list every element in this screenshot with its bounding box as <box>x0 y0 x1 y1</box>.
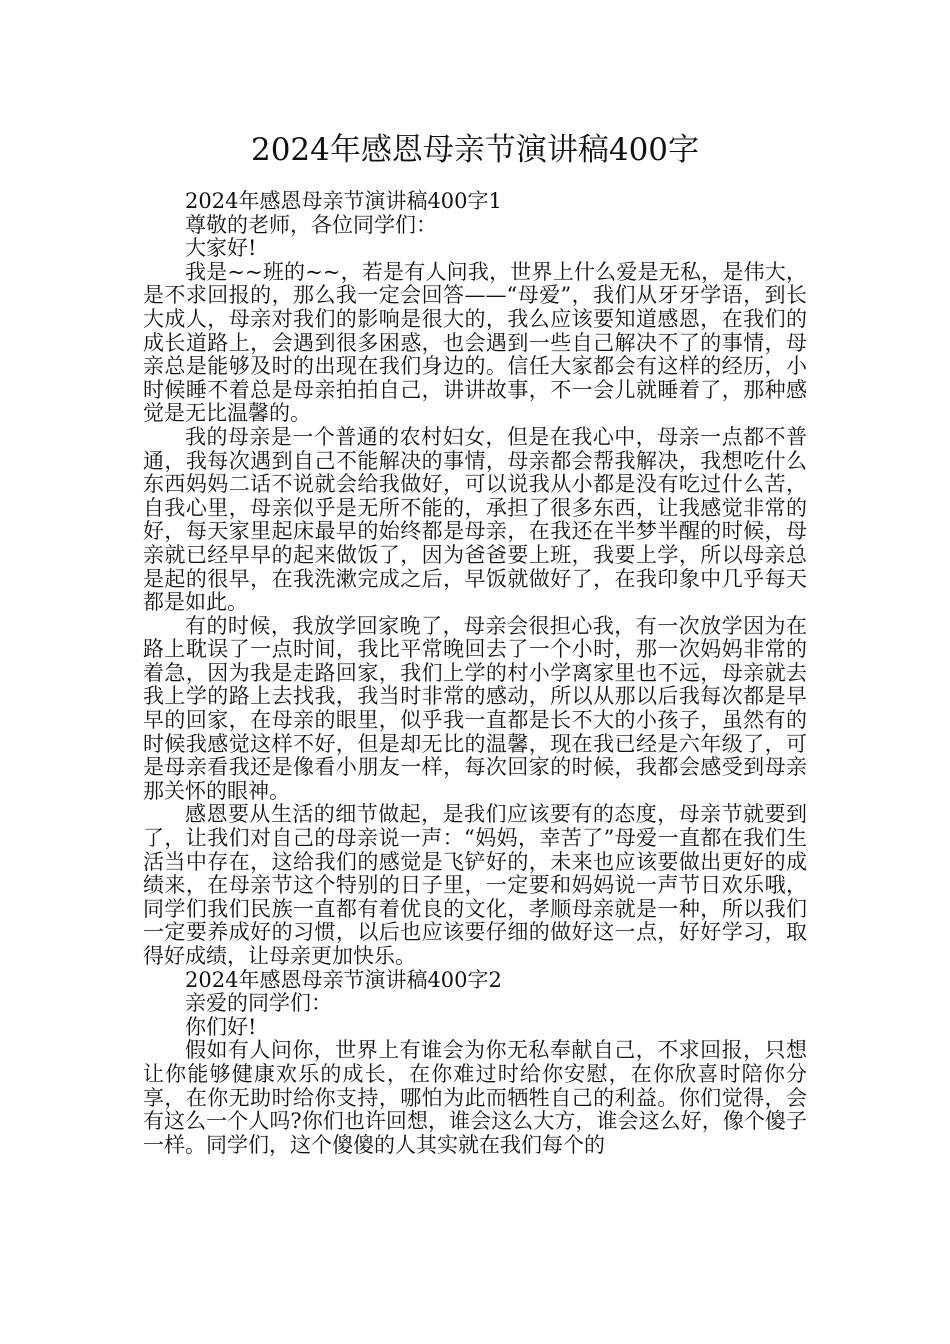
salutation: 尊敬的老师，各位同学们： <box>185 212 437 237</box>
paragraph: 我是~~班的~~，若是有人问我，世界上什么爱是无私，是伟大，是不求回报的，那么我一定会回答——“母爱”，我们从牙牙学语，到长大成人，母亲对我们的影响是很大的，我么应该要知道感恩，在我们的成长道路上，会遇到很多困惑，也会遇到一些自己解决不了的事情，母亲总是能够及时的出现在我们身边的。信任大家都会有这样的经历，小时候睡不着总是母亲拍拍自己，讲讲故事，不一会儿就睡着了，那种感觉是无比温馨的。 <box>143 259 807 426</box>
paragraph: 我的母亲是一个普通的农村妇女，但是在我心中，母亲一点都不普通，我每次遇到自己不能解决的事情，母亲都会帮我解决，我想吃什么东西妈妈二话不说就会给我做好，可以说我从小都是没有吃过什么苦，自我心里，母亲似乎是无所不能的，承担了很多东西，让我感觉非常的好，每天家里起床最早的始终都是母亲，在我还在半梦半醒的时候，母亲就已经早早的起来做饭了，因为爸爸要上班，我要上学，所以母亲总是起的很早，在我洗漱完成之后，早饭就做好了，在我印象中几乎每天都是如此。 <box>143 424 807 615</box>
section-heading-2: 2024年感恩母亲节演讲稿400字2 <box>185 967 502 992</box>
greeting: 大家好! <box>185 236 257 261</box>
paragraph: 有的时候，我放学回家晚了，母亲会很担心我，有一次放学因为在路上耽误了一点时间，我比平常晚回去了一个小时，那一次妈妈非常的着急，因为我是走路回家，我们上学的村小学离家里也不远，母亲就去我上学的路上去找我，我当时非常的感动，所以从那以后我每次都是早早的回家，在母亲的眼里，似乎我一直都是长不大的小孩子，虽然有的时候我感觉这样不好，但是却无比的温馨，现在我已经是六年级了，可是母亲看我还是像看小朋友一样，每次回家的时候，我都会感受到母亲那关怀的眼神。 <box>143 613 807 803</box>
document-title: 2024年感恩母亲节演讲稿400字 <box>250 132 700 168</box>
document-body <box>143 190 807 1157</box>
paragraph: 假如有人问你，世界上有谁会为你无私奉献自己，不求回报，只想让你能够健康欢乐的成长，在你难过时给你安慰，在你欣喜时陪你分享，在你无助时给你支持，哪怕为此而牺牲自己的利益。你们觉得，会有这么一个人吗?你们也许回想，谁会这么大方，谁会这么好，像个傻子一样。同学们，这个傻傻的人其实就在我们每个的 <box>143 1038 807 1157</box>
paragraph: 感恩要从生活的细节做起，是我们应该要有的态度，母亲节就要到了，让我们对自己的母亲说一声：“妈妈，幸苦了”母爱一直都在我们生活当中存在，这给我们的感觉是飞铲好的，未来也应该要做出更好的成绩来，在母亲节这个特别的日子里，一定要和妈妈说一声节日欢乐哦，同学们我们民族一直都有着优良的文化，孝顺母亲就是一种，所以我们一定要养成好的习惯，以后也应该要仔细的做好这一点，好好学习，取得好成绩，让母亲更加快乐。 <box>143 802 807 968</box>
greeting: 你们好! <box>185 1014 257 1039</box>
document-page <box>143 0 807 1157</box>
section-heading-1: 2024年感恩母亲节演讲稿400字1 <box>185 189 502 213</box>
salutation: 亲爱的同学们： <box>185 991 332 1016</box>
